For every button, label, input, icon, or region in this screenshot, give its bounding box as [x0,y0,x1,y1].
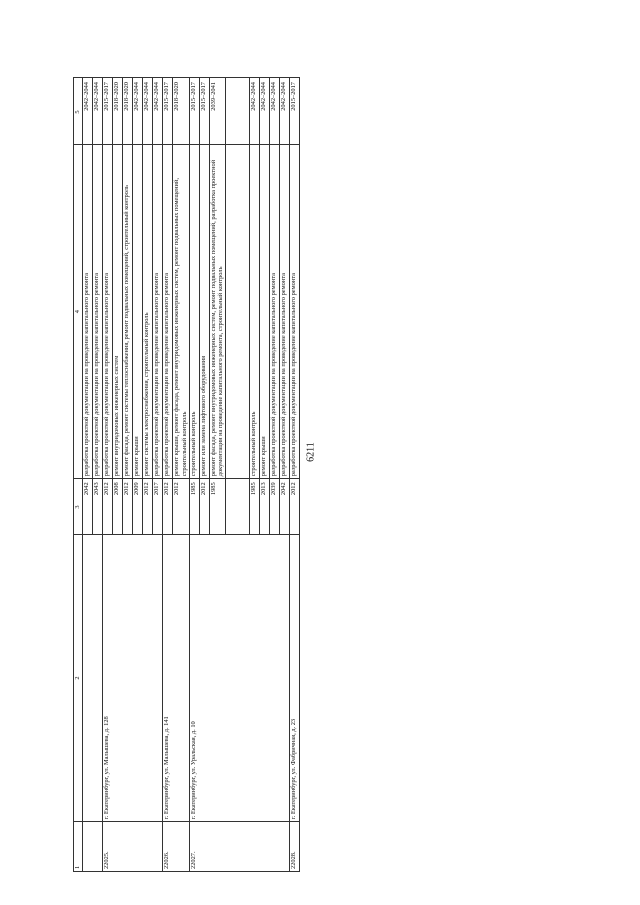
table-row [189,78,199,872]
period-cell: 2015–2017 [199,78,209,145]
year-cell: 2039 [270,479,280,534]
period-cell: 2042–2044 [143,78,153,145]
building-number: 22027. [189,822,290,872]
work-cell: разработка проектной документации на проведение капитального ремонта [103,144,113,478]
work-cell: ремонт внутридомовых инженерных систем [113,144,123,478]
building-number: 22028. [290,822,300,872]
building-address: г. Екатеринбург, ул. Уральская, д. 10 [189,534,290,821]
year-cell: 2012 [173,479,190,534]
work-cell: ремонт системы электроснабжения, строительный контроль [143,144,153,478]
work-cell: разработка проектной документации на проведение капитального ремонта [270,144,280,478]
work-cell: ремонт или замена лифтового оборудования [199,144,209,478]
header-cell: 4 [74,144,83,478]
header-row [74,78,83,872]
period-cell: 2018–2020 [113,78,123,145]
building-address: г. Екатеринбург, ул. Малышева, д. 128 [103,534,163,821]
period-cell: 2042–2044 [280,78,290,145]
work-cell: разработка проектной документации на проведение капитального ремонта [163,144,173,478]
table-row [163,78,173,872]
period-cell: 2042–2044 [93,78,103,145]
year-cell: 2042 [83,479,93,534]
year-cell: 2012 [163,479,173,534]
work-cell: строительный контроль [189,144,199,478]
work-cell: ремонт крыши [133,144,143,478]
year-cell: 2043 [93,479,103,534]
period-cell: 2015–2017 [103,78,113,145]
period-cell: 2042–2044 [270,78,280,145]
header-cell: 1 [74,822,83,872]
work-cell: ремонт фасада, ремонт внутридомовых инженерных систем, ремонт подвальных помещений, разработка проектной документации на проведение капитального ремонта, строительный контроль [209,144,226,478]
building-number [83,822,103,872]
table-row [83,78,93,872]
work-cell: ремонт крыши [260,144,270,478]
work-cell: ремонт фасада, ремонт системы теплоснабжения, ремонт подвальных помещений, строительный контроль [123,144,133,478]
header-cell: 3 [74,479,83,534]
table-row [290,78,300,872]
work-cell [226,144,250,478]
year-cell: 2012 [290,479,300,534]
building-address: г. Екатеринбург, ул. Малышева, д. 141 [163,534,190,821]
header-cell: 2 [74,534,83,821]
period-cell: 2018–2020 [173,78,190,145]
header-cell: 5 [74,78,83,145]
period-cell: 2042–2044 [260,78,270,145]
year-cell: 2012 [123,479,133,534]
year-cell: 2013 [260,479,270,534]
building-number: 22026. [163,822,190,872]
year-cell: 2017 [153,479,163,534]
repair-schedule-table [73,77,300,872]
period-cell: 2015–2017 [290,78,300,145]
work-cell: разработка проектной документации на проведение капитального ремонта [153,144,163,478]
work-cell: строительный контроль [250,144,260,478]
year-cell: 2008 [113,479,123,534]
year-cell: 1985 [209,479,226,534]
period-cell: 2042–2044 [133,78,143,145]
building-number: 22025. [103,822,163,872]
building-address [83,534,103,821]
building-address: г. Екатеринбург, ул. Фабричная, д. 23 [290,534,300,821]
work-cell: разработка проектной документации на проведение капитального ремонта [93,144,103,478]
year-cell: 2012 [199,479,209,534]
period-cell: 2042–2044 [83,78,93,145]
year-cell: 2012 [103,479,113,534]
period-cell: 2018–2020 [123,78,133,145]
period-cell: 2042–2044 [153,78,163,145]
period-cell: 2015–2017 [163,78,173,145]
year-cell: 2042 [280,479,290,534]
work-cell: разработка проектной документации на проведение капитального ремонта [290,144,300,478]
period-cell: 2039–2041 [209,78,226,145]
work-cell: разработка проектной документации на проведение капитального ремонта [280,144,290,478]
year-cell: 2009 [133,479,143,534]
work-cell: разработка проектной документации на проведение капитального ремонта [83,144,93,478]
period-cell [226,78,250,145]
year-cell: 1985 [189,479,199,534]
table-row [103,78,113,872]
period-cell: 2015–2017 [189,78,199,145]
table-body [74,78,300,872]
period-cell: 2042–2044 [250,78,260,145]
year-cell [226,479,250,534]
rotated-page [73,77,573,872]
work-cell: ремонт крыши, ремонт фасада, ремонт внутридомовых инженерных систем, ремонт подвальных помещений, строительный контроль [173,144,190,478]
year-cell: 2012 [143,479,153,534]
year-cell: 1985 [250,479,260,534]
